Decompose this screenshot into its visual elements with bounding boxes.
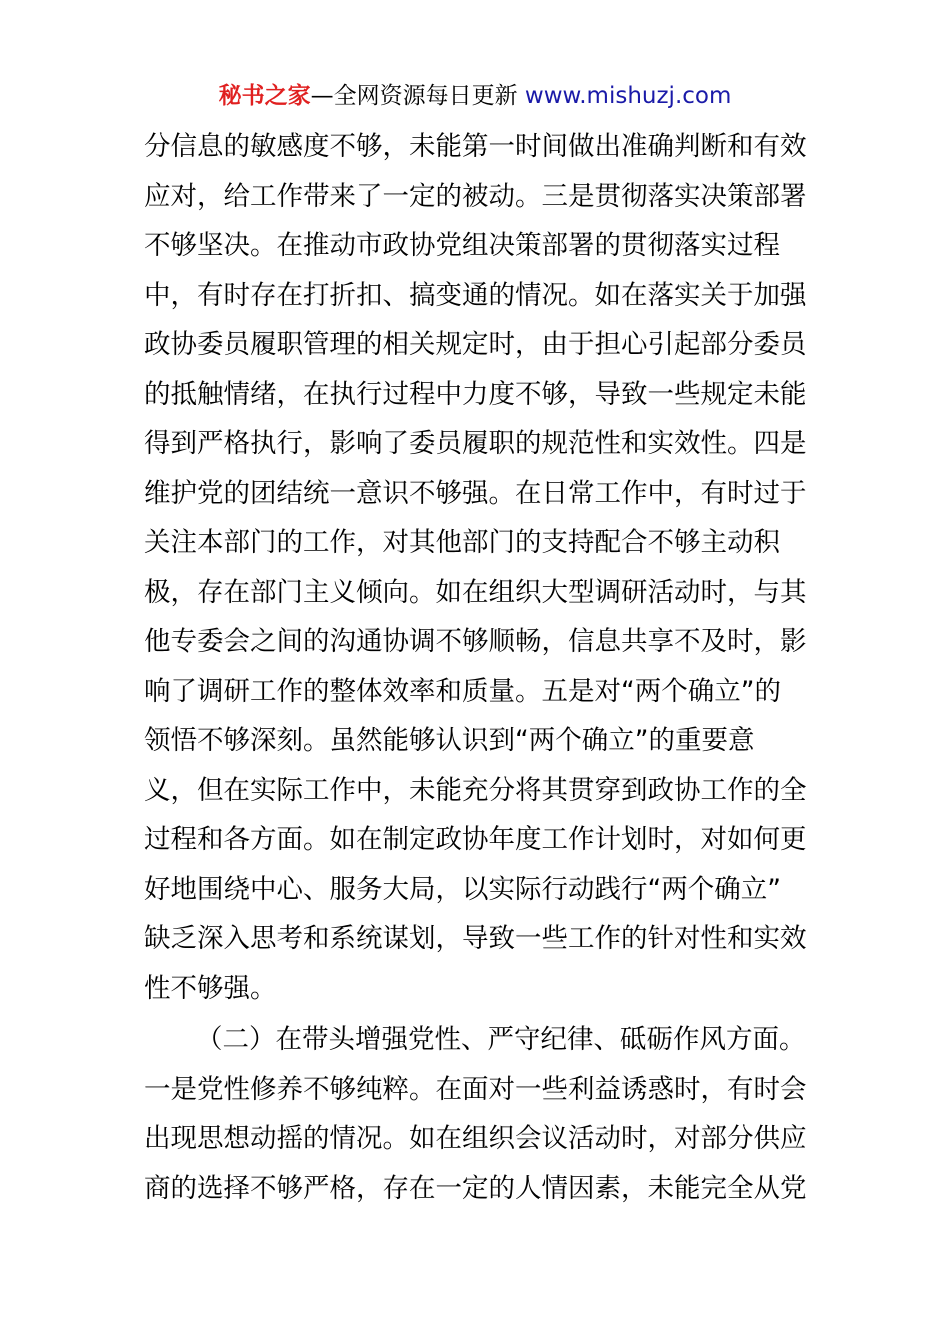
text-line: 关注本部门的工作，对其他部门的支持配合不够主动积	[144, 527, 780, 558]
text-line: 分信息的敏感度不够，未能第一时间做出准确判断和有效	[144, 131, 807, 162]
text-line: 义，但在实际工作中，未能充分将其贯穿到政协工作的全	[144, 774, 807, 806]
document-body	[144, 122, 824, 1213]
text-line: 得到严格执行，影响了委员履职的规范性和实效性。四是	[144, 428, 807, 459]
brand-name: 秘书之家	[218, 83, 311, 109]
text-line: 过程和各方面。如在制定政协年度工作计划时，对如何更	[144, 824, 807, 855]
text-line: 的抵触情绪，在执行过程中力度不够，导致一些规定未能	[144, 378, 807, 410]
text-line: 出现思想动摇的情况。如在组织会议活动时，对部分供应	[144, 1123, 807, 1154]
text-line: 好地围绕中心、服务大局，以实际行动践行“两个确立”	[144, 873, 781, 905]
text-line: 极，存在部门主义倾向。如在组织大型调研活动时，与其	[144, 576, 807, 608]
text-line: 领悟不够深刻。虽然能够认识到“两个确立”的重要意	[144, 725, 755, 756]
brand-slogan: —全网资源每日更新	[310, 83, 518, 109]
text-line: 应对，给工作带来了一定的被动。三是贯彻落实决策部署	[144, 180, 807, 212]
text-line: 缺乏深入思考和系统谋划，导致一些工作的针对性和实效	[144, 923, 807, 954]
text-line: 不够坚决。在推动市政协党组决策部署的贯彻落实过程	[144, 230, 780, 261]
text-line: 响了调研工作的整体效率和质量。五是对“两个确立”的	[144, 675, 781, 707]
text-line: 商的选择不够严格，存在一定的人情因素，未能完全从党	[144, 1172, 807, 1204]
page-header	[0, 80, 950, 112]
text-line: 性不够强。	[144, 972, 277, 1004]
text-line: 他专委会之间的沟通协调不够顺畅，信息共享不及时，影	[144, 626, 807, 657]
text-line: 政协委员履职管理的相关规定时，由于担心引起部分委员	[144, 329, 807, 360]
site-url-link[interactable]: www.mishuzj.com	[524, 83, 732, 109]
section-heading: （二）在带头增强党性、严守纪律、砥砺作风方面。	[196, 1024, 806, 1055]
text-line: 维护党的团结统一意识不够强。在日常工作中，有时过于	[144, 477, 807, 509]
text-line: 中，有时存在打折扣、搞变通的情况。如在落实关于加强	[144, 279, 807, 311]
text-line: 一是党性修养不够纯粹。在面对一些利益诱惑时，有时会	[144, 1073, 807, 1105]
